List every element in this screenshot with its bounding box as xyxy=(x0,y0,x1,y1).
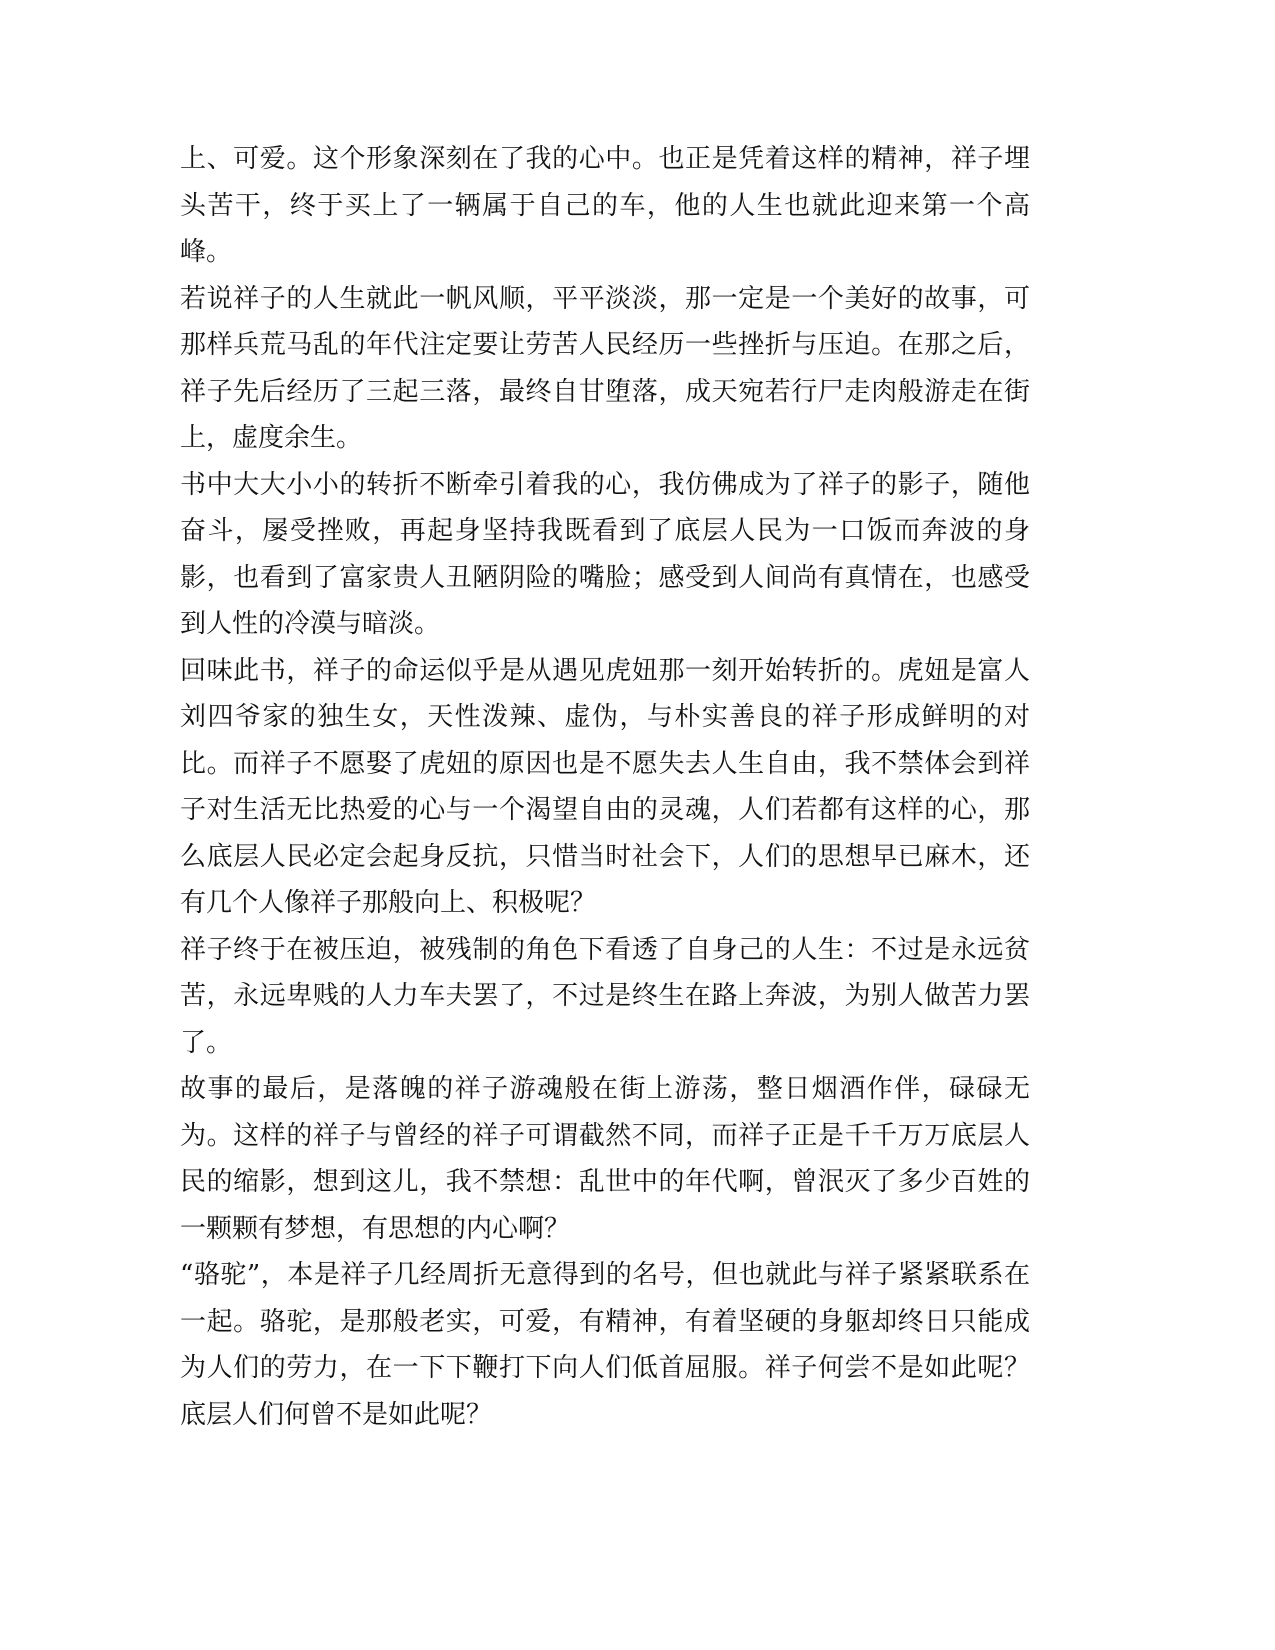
paragraph-5: 祥子终于在被压迫，被残制的角色下看透了自身己的人生：不过是永远贫苦，永远卑贱的人力车夫罢了，不过是终生在路上奔波，为别人做苦力罢了。 xyxy=(180,934,1030,1058)
paragraph-7: “骆驼”，本是祥子几经周折无意得到的名号，但也就此与祥子紧紧联系在一起。骆驼，是那般老实，可爱，有精神，有着坚硬的身躯却终日只能成为人们的劳力，在一下下鞭打下向人们低首屈服。祥子何尝不是如此呢？底层人们何曾不是如此呢？ xyxy=(180,1260,1030,1430)
paragraph-2: 若说祥子的人生就此一帆风顺，平平淡淡，那一定是一个美好的故事，可那样兵荒马乱的年代注定要让劳苦人民经历一些挫折与压迫。在那之后，祥子先后经历了三起三落，最终自甘堕落，成天宛若行尸走肉般游走在街上，虚度余生。 xyxy=(180,283,1030,453)
paragraph-6: 故事的最后，是落魄的祥子游魂般在街上游荡，整日烟酒作伴，碌碌无为。这样的祥子与曾经的祥子可谓截然不同，而祥子正是千千万万底层人民的缩影，想到这儿，我不禁想：乱世中的年代啊，曾泯灭了多少百姓的一颗颗有梦想，有思想的内心啊？ xyxy=(180,1074,1030,1244)
paragraph-4: 回味此书，祥子的命运似乎是从遇见虎妞那一刻开始转折的。虎妞是富人刘四爷家的独生女，天性泼辣、虚伪，与朴实善良的祥子形成鲜明的对比。而祥子不愿娶了虎妞的原因也是不愿失去人生自由，我不禁体会到祥子对生活无比热爱的心与一个渴望自由的灵魂，人们若都有这样的心，那么底层人民必定会起身反抗，只惜当时社会下，人们的思想早已麻木，还有几个人像祥子那般向上、积极呢？ xyxy=(180,655,1030,918)
paragraph-1: 上、可爱。这个形象深刻在了我的心中。也正是凭着这样的精神，祥子埋头苦干，终于买上了一辆属于自己的车，他的人生也就此迎来第一个高峰。 xyxy=(180,144,1030,267)
paragraph-3: 书中大大小小的转折不断牵引着我的心，我仿佛成为了祥子的影子，随他奋斗，屡受挫败，再起身坚持我既看到了底层人民为一口饭而奔波的身影，也看到了富家贵人丑陋阴险的嘴脸；感受到人间尚有真情在，也感受到人性的冷漠与暗淡。 xyxy=(180,469,1030,639)
document-page xyxy=(180,136,1030,1438)
